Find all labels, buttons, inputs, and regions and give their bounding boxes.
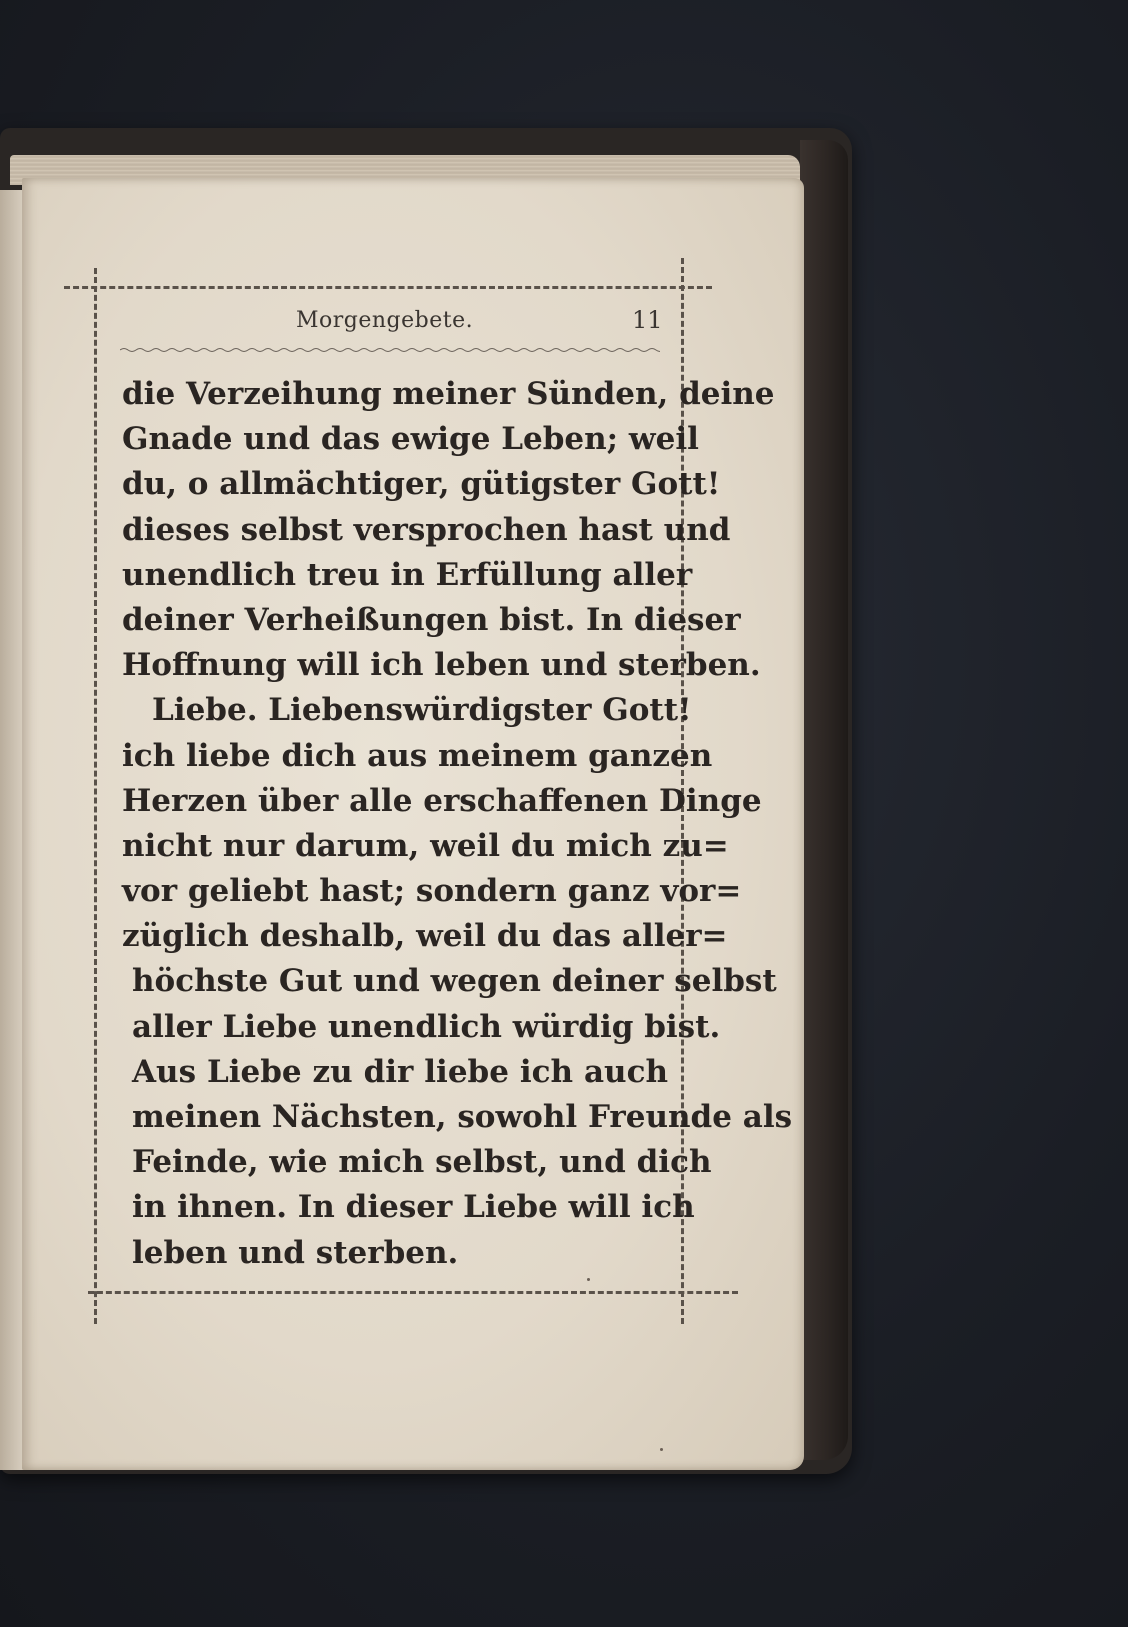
text-line: leben und sterben. — [132, 1234, 459, 1271]
text-line: höchste Gut und wegen deiner selbst — [132, 963, 777, 1000]
text-line: nicht nur darum, weil du mich zu= — [122, 827, 729, 864]
text-line: Liebe. Liebenswürdigster Gott! — [152, 692, 692, 729]
text-line: meinen Nächsten, sowohl Freunde als — [132, 1099, 793, 1135]
text-line: züglich deshalb, weil du das aller= — [122, 918, 728, 955]
text-line: Hoffnung will ich leben und sterben. — [122, 647, 761, 684]
book-spine-edge — [800, 140, 848, 1460]
body-text — [122, 372, 793, 1276]
text-line: deiner Verheißungen bist. In dieser — [122, 601, 741, 638]
text-line: dieses selbst versprochen hast und — [122, 511, 731, 548]
left-page-sliver — [0, 190, 24, 1470]
text-line: ich liebe dich aus meinem ganzen — [122, 737, 713, 774]
text-line: Aus Liebe zu dir liebe ich auch — [132, 1053, 668, 1090]
text-line: in ihnen. In dieser Liebe will ich — [132, 1189, 695, 1226]
frame-border-top — [64, 286, 712, 289]
text-line: unendlich treu in Erfüllung aller — [122, 556, 693, 593]
frame-border-bottom — [88, 1291, 738, 1294]
frame-border-left — [94, 268, 97, 1324]
text-line: aller Liebe unendlich würdig bist. — [132, 1008, 721, 1045]
running-head-title: Morgengebete. — [296, 308, 474, 333]
page-number: 11 — [632, 306, 663, 334]
text-line: Gnade und das ewige Leben; weil — [122, 421, 699, 458]
text-line: du, o allmächtiger, gütigster Gott! — [122, 466, 721, 503]
head-rule — [120, 347, 660, 353]
text-line: vor geliebt hast; sondern ganz vor= — [122, 873, 742, 910]
text-line: Herzen über alle erschaffenen Dinge — [122, 782, 762, 819]
running-head — [120, 302, 663, 342]
text-line: Feinde, wie mich selbst, und dich — [132, 1144, 712, 1181]
text-line: die Verzeihung meiner Sünden, deine — [122, 376, 775, 412]
paper-speck — [587, 1278, 590, 1281]
paper-speck — [660, 1448, 663, 1451]
